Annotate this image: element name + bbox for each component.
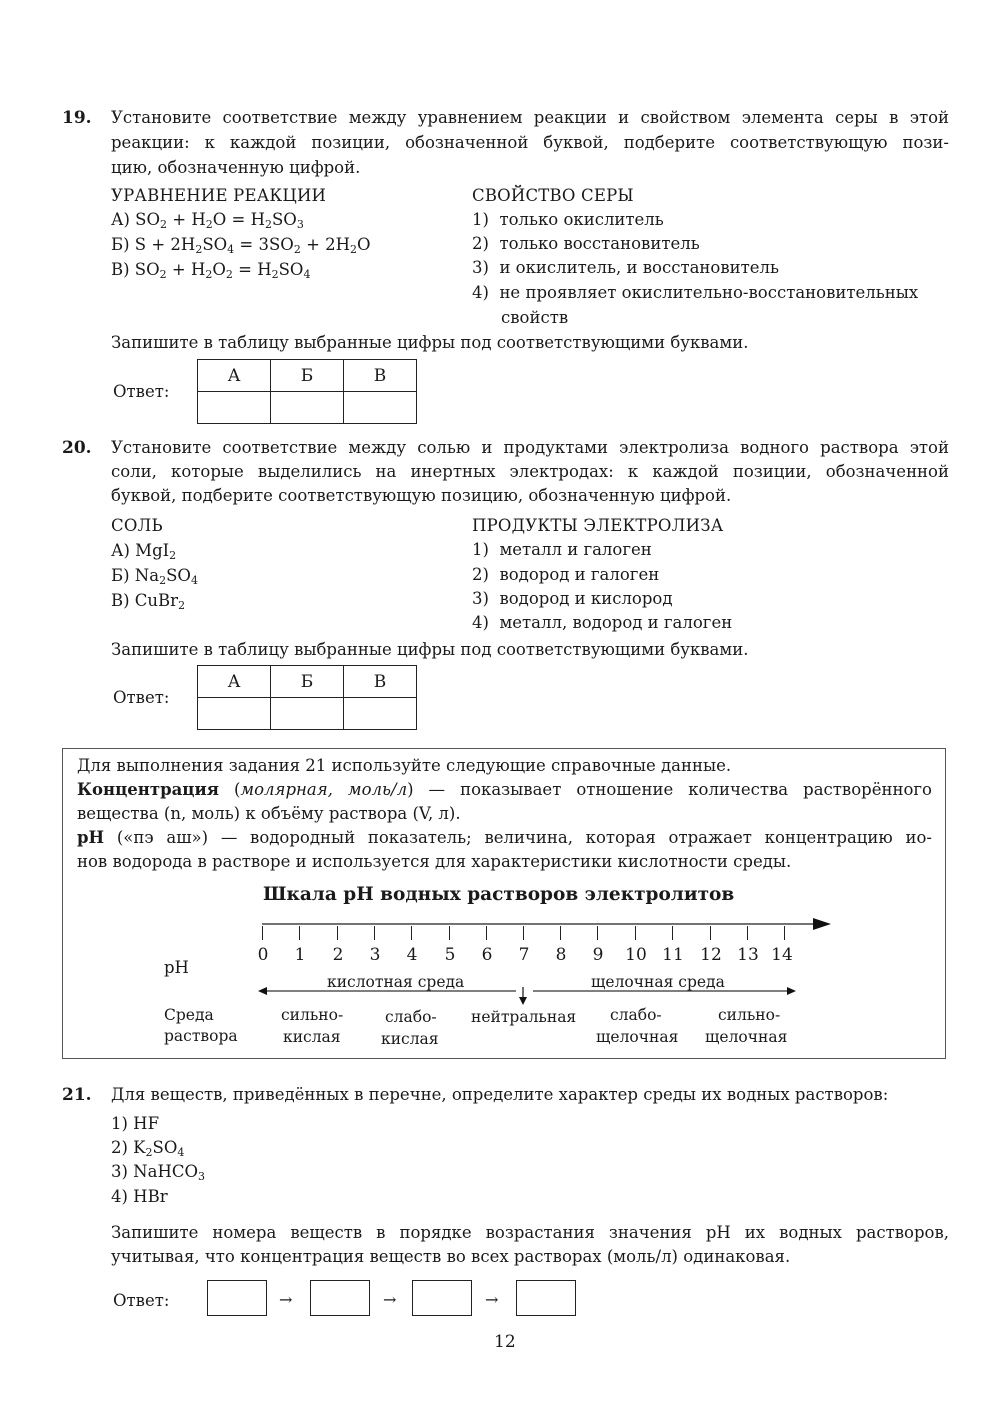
ph-value: 12: [700, 945, 722, 965]
answer-header-v: В: [344, 666, 417, 698]
tick: [449, 926, 450, 940]
product-item-1: 1) металл и галоген: [472, 540, 652, 559]
alkaline-medium-label: щелочная среда: [591, 973, 725, 991]
answer-cell-a[interactable]: [198, 698, 271, 730]
tick: [299, 926, 300, 940]
salt-item-v: В) CuBr$_2$: [111, 591, 186, 612]
page-number: 12: [494, 1332, 516, 1352]
medium-label: раствора: [164, 1027, 238, 1045]
task-instruction-line: Запишите номера веществ в порядке возрастания значения pH их водных растворов,: [111, 1223, 949, 1242]
reference-intro: Для выполнения задания 21 используйте следующие справочные данные.: [77, 756, 732, 775]
medium-weak-acid: кислая: [381, 1030, 439, 1048]
substance-item-4: 4) HBr: [111, 1187, 168, 1206]
ph-value: 10: [625, 945, 647, 965]
answer-cell-a[interactable]: [198, 392, 271, 424]
ph-value: 1: [294, 945, 306, 965]
answer-cell-b[interactable]: [271, 698, 344, 730]
tick: [635, 926, 636, 940]
substance-item-3: 3) NaHCO$_3$: [111, 1162, 205, 1183]
ph-scale-title: Шкала pH водных растворов электролитов: [263, 884, 735, 905]
medium-weak-alkaline: щелочная: [596, 1028, 679, 1046]
property-item-4-cont: свойств: [501, 308, 569, 327]
property-item-1: 1) только окислитель: [472, 210, 664, 229]
tick: [784, 926, 785, 940]
sequence-box-1[interactable]: [207, 1280, 267, 1316]
task-number: 19.: [62, 108, 92, 128]
medium-label: Среда: [164, 1006, 214, 1024]
tick: [597, 926, 598, 940]
reaction-item-v: В) $SO_2 + H_2O_2 = H_2SO_4$: [111, 260, 311, 281]
medium-strong-acid: сильно-: [281, 1006, 344, 1024]
sequence-box-3[interactable]: [412, 1280, 472, 1316]
ph-value: 11: [662, 945, 684, 965]
product-item-3: 3) водород и кислород: [472, 589, 673, 608]
tick: [747, 926, 748, 940]
ph-value: 3: [369, 945, 381, 965]
reaction-item-b: Б) $S + 2H_2SO_4 = 3SO_2 + 2H_2O$: [111, 235, 371, 256]
tick: [560, 926, 561, 940]
ph-value: 7: [518, 945, 530, 965]
task-intro-line: буквой, подберите соответствующую позицию, обозначенную цифрой.: [111, 486, 732, 505]
column-header-right: СВОЙСТВО СЕРЫ: [472, 186, 634, 205]
medium-weak-acid: слабо-: [385, 1008, 437, 1026]
column-header-left: УРАВНЕНИЕ РЕАКЦИИ: [111, 186, 327, 205]
medium-strong-acid: кислая: [283, 1028, 341, 1046]
table-instruction: Запишите в таблицу выбранные цифры под соответствующими буквами.: [111, 333, 749, 352]
answer-header-b: Б: [271, 360, 344, 392]
ph-value: 13: [737, 945, 759, 965]
task-number: 21.: [62, 1085, 92, 1105]
answer-cell-v[interactable]: [344, 698, 417, 730]
medium-neutral: нейтральная: [471, 1008, 577, 1026]
task-intro-line: реакции: к каждой позиции, обозначенной буквой, подберите соответствующую пози-: [111, 133, 949, 152]
tick: [262, 926, 263, 940]
answer-label: Ответ:: [113, 688, 170, 707]
ph-value: 6: [481, 945, 493, 965]
tick: [411, 926, 412, 940]
arrow-right-icon: →: [279, 1290, 293, 1309]
property-item-2: 2) только восстановитель: [472, 234, 700, 253]
acid-medium-label: кислотная среда: [327, 973, 465, 991]
medium-weak-alkaline: слабо-: [610, 1006, 662, 1024]
arrow-right-icon: →: [485, 1290, 499, 1309]
concentration-definition: Концентрация (молярная, моль/л) — показывает отношение количества растворённого: [77, 780, 932, 799]
ph-definition-cont: нов водорода в растворе и используется для характеристики кислотности среды.: [77, 852, 792, 871]
reaction-item-a: А) $SO_2 + H_2O = H_2SO_3$: [111, 210, 304, 231]
column-header-right: ПРОДУКТЫ ЭЛЕКТРОЛИЗА: [472, 516, 724, 535]
tick: [523, 926, 524, 940]
ph-axis-label: pH: [164, 958, 189, 977]
tick: [337, 926, 338, 940]
salt-item-a: А) MgI$_2$: [111, 541, 177, 562]
answer-table: [197, 665, 417, 730]
medium-strong-alkaline: сильно-: [718, 1006, 781, 1024]
tick: [374, 926, 375, 940]
property-item-4: 4) не проявляет окислительно-восстановительных: [472, 283, 919, 302]
task-intro-line: Установите соответствие между уравнением реакции и свойством элемента серы в этой: [111, 108, 949, 127]
ph-definition: pH («пэ аш») — водородный показатель; величина, которая отражает концентрацию ио-: [77, 828, 932, 847]
medium-arrows: [258, 985, 803, 1007]
answer-header-a: А: [198, 666, 271, 698]
arrow-right-icon: →: [383, 1290, 397, 1309]
salt-item-b: Б) $Na_2SO_4$: [111, 566, 198, 587]
task-intro-line: Установите соответствие между солью и продуктами электролиза водного раствора этой: [111, 438, 949, 457]
ph-value: 8: [555, 945, 567, 965]
product-item-2: 2) водород и галоген: [472, 565, 660, 584]
answer-label: Ответ:: [113, 1291, 170, 1310]
sequence-box-2[interactable]: [310, 1280, 370, 1316]
task-number: 20.: [62, 438, 92, 458]
answer-cell-b[interactable]: [271, 392, 344, 424]
substance-item-2: 2) $K_2SO_4$: [111, 1138, 185, 1159]
ph-value: 14: [771, 945, 793, 965]
task-instruction-line: учитывая, что концентрация веществ во всех растворах (моль/л) одинаковая.: [111, 1247, 791, 1266]
ph-value: 2: [332, 945, 344, 965]
tick: [672, 926, 673, 940]
answer-table: [197, 359, 417, 424]
tick: [486, 926, 487, 940]
property-item-3: 3) и окислитель, и восстановитель: [472, 258, 779, 277]
medium-strong-alkaline: щелочная: [705, 1028, 788, 1046]
answer-header-v: В: [344, 360, 417, 392]
task-intro-line: цию, обозначенную цифрой.: [111, 158, 361, 177]
ph-value: 0: [257, 945, 269, 965]
substance-item-1: 1) HF: [111, 1114, 160, 1133]
ph-value: 5: [444, 945, 456, 965]
ph-value: 4: [406, 945, 418, 965]
answer-header-a: А: [198, 360, 271, 392]
column-header-left: СОЛЬ: [111, 516, 163, 535]
product-item-4: 4) металл, водород и галоген: [472, 613, 733, 632]
task-intro: Для веществ, приведённых в перечне, определите характер среды их водных растворов:: [111, 1085, 889, 1104]
answer-header-b: Б: [271, 666, 344, 698]
answer-cell-v[interactable]: [344, 392, 417, 424]
ph-value: 9: [592, 945, 604, 965]
answer-label: Ответ:: [113, 382, 170, 401]
concentration-definition-cont: вещества (n, моль) к объёму раствора (V, л).: [77, 804, 461, 823]
task-intro-line: соли, которые выделились на инертных электродах: к каждой позиции, обозначенной: [111, 462, 949, 481]
tick: [710, 926, 711, 940]
sequence-box-4[interactable]: [516, 1280, 576, 1316]
table-instruction: Запишите в таблицу выбранные цифры под соответствующими буквами.: [111, 640, 749, 659]
